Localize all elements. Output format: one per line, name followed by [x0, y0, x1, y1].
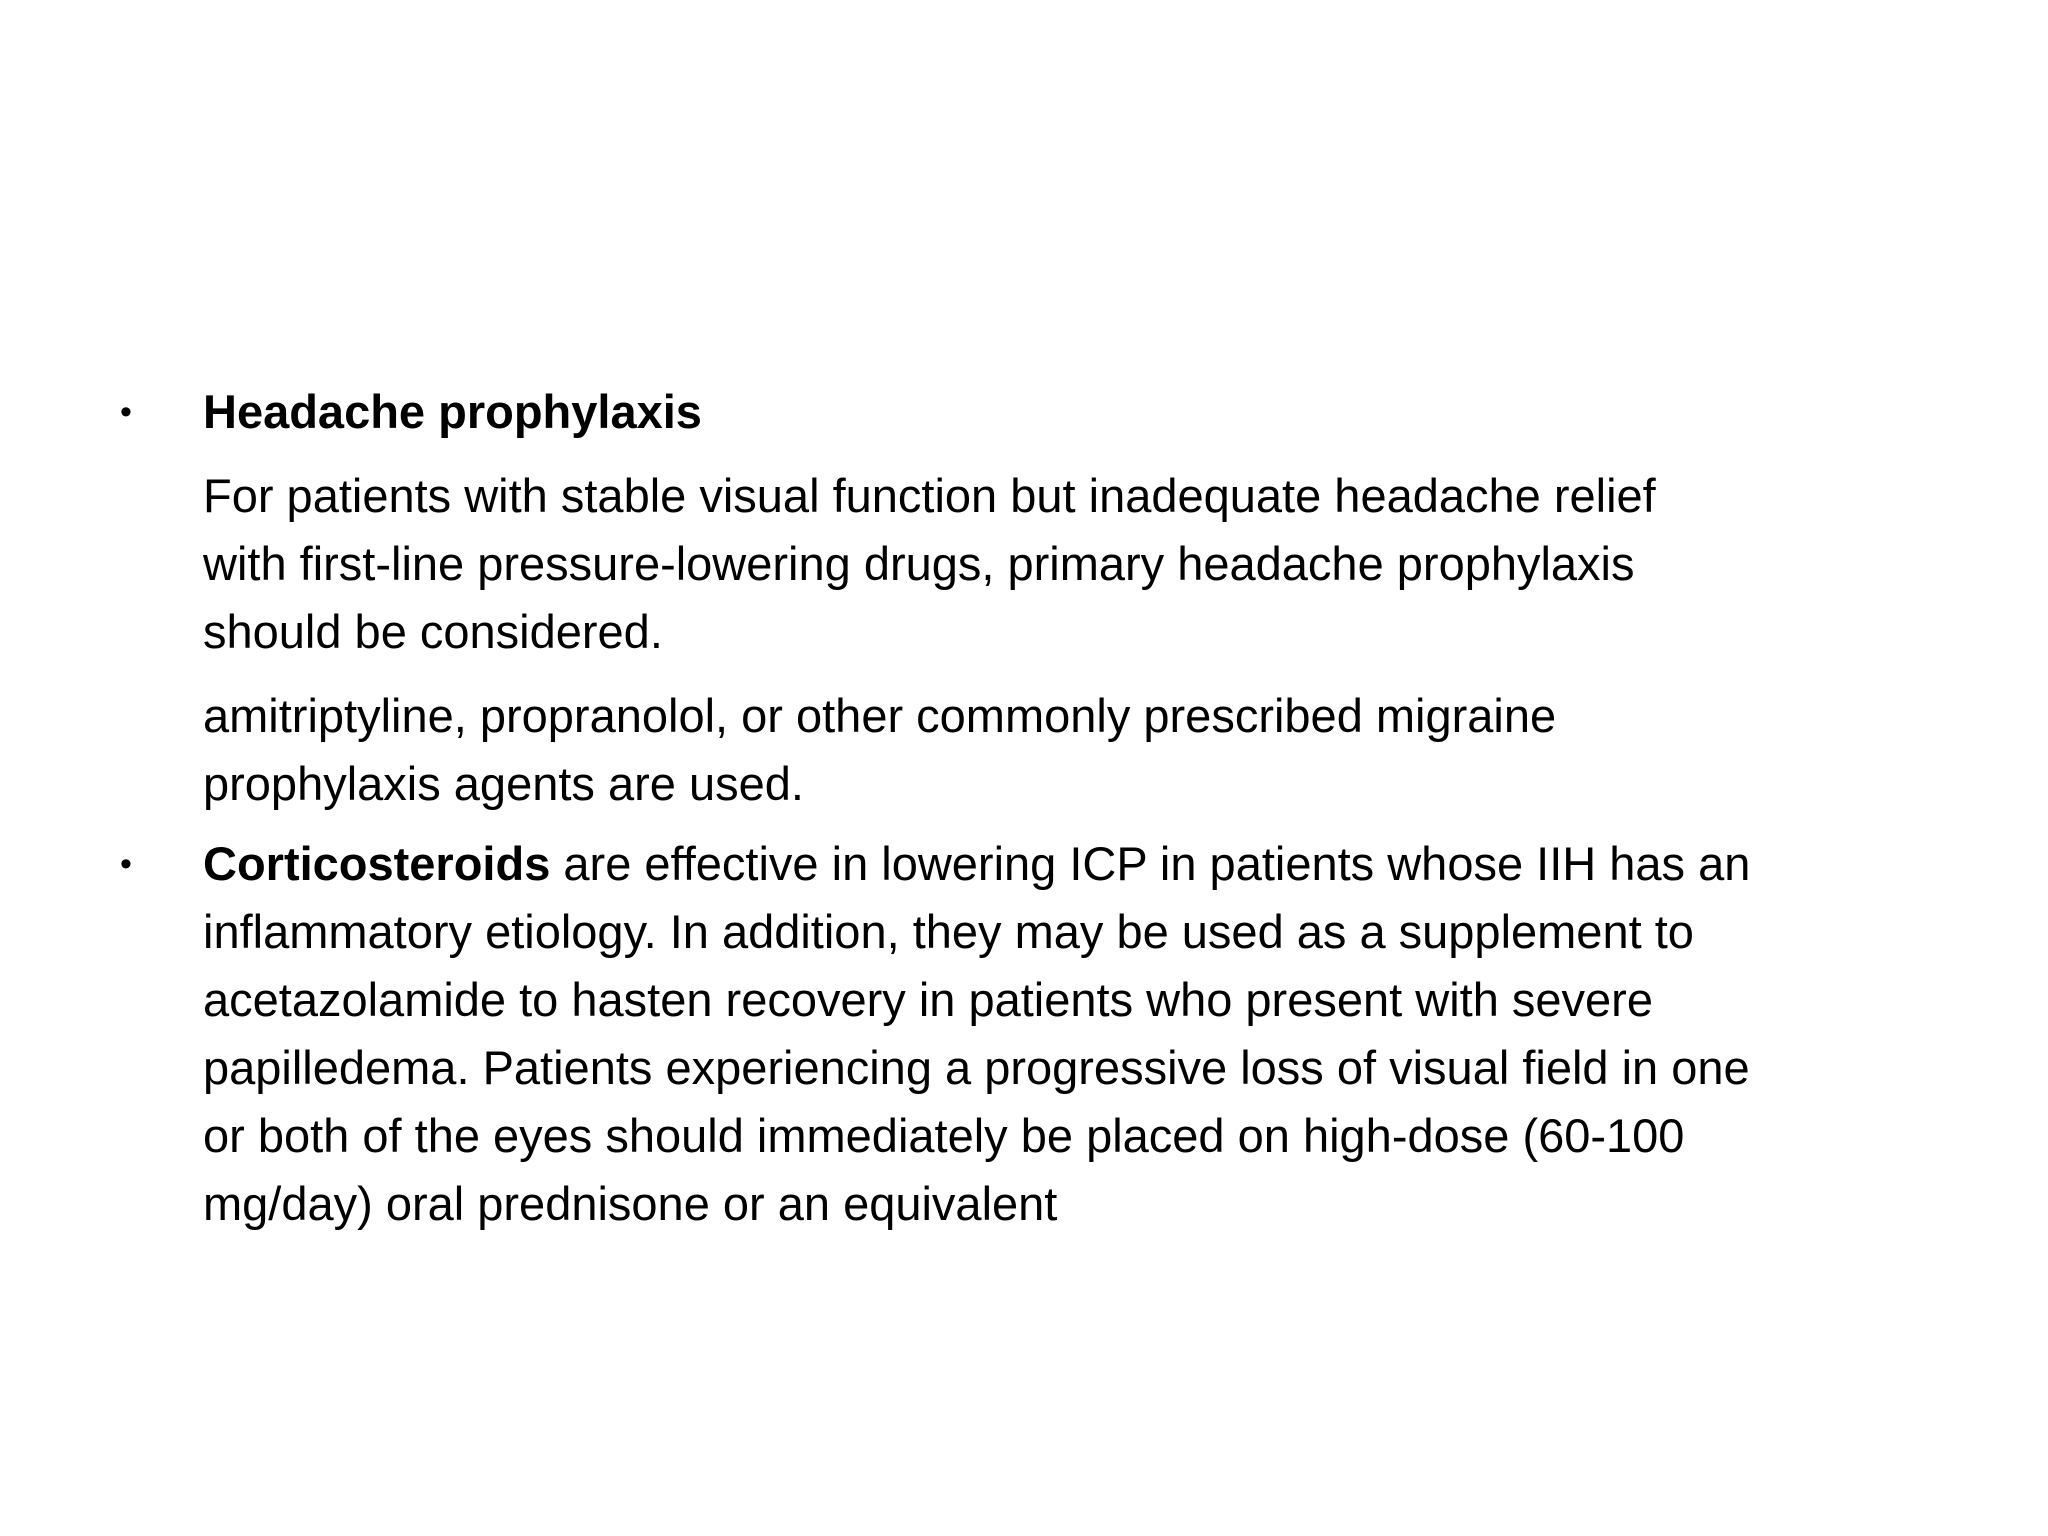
paragraph-prophylaxis-indication	[203, 462, 1960, 666]
bullet-heading: Headache prophylaxis	[203, 385, 702, 438]
paragraph-prophylaxis-agents	[203, 682, 1960, 818]
bullet-list	[120, 378, 1960, 1238]
text-line: amitriptyline, propranolol, or other commonly prescribed migraine	[203, 689, 1557, 742]
text-line: acetazolamide to hasten recovery in patients who present with severe	[203, 973, 1653, 1026]
bullet-dot-icon: •	[120, 393, 132, 431]
text-line: mg/day) oral prednisone or an equivalent	[203, 1177, 1058, 1230]
bullet-dot-icon: •	[120, 845, 132, 883]
text-line: or both of the eyes should immediately be placed on high-dose (60-100	[203, 1109, 1685, 1162]
text-line: should be considered.	[203, 605, 663, 658]
text-line: with first-line pressure-lowering drugs, primary headache prophylaxis	[203, 537, 1635, 590]
bullet-corticosteroids	[120, 830, 1960, 1238]
paragraph-corticosteroids	[203, 830, 1960, 1238]
text-fragment: are effective in lowering ICP in patients whose IIH has an	[550, 837, 1751, 890]
text-line: prophylaxis agents are used.	[203, 757, 804, 810]
bold-lead-term: Corticosteroids	[203, 837, 551, 890]
text-line: For patients with stable visual function but inadequate headache relief	[203, 469, 1656, 522]
text-line-first	[203, 830, 1960, 898]
text-line: papilledema. Patients experiencing a progressive loss of visual field in one	[203, 1041, 1750, 1094]
bullet-headache-prophylaxis	[120, 378, 1960, 818]
text-line: inflammatory etiology. In addition, they may be used as a supplement to	[203, 905, 1694, 958]
